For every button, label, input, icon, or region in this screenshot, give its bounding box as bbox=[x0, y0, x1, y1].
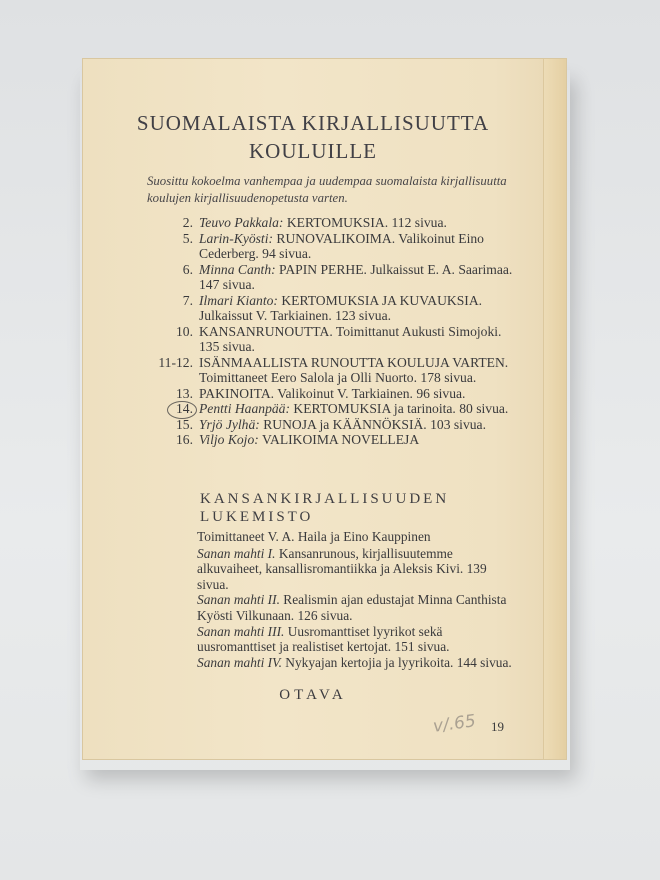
section-title-line2: LUKEMISTO bbox=[200, 509, 314, 525]
pencil-note: v/.65 bbox=[431, 711, 478, 737]
item-title: KERTOMUKSIA ja tarinoita. 80 sivua. bbox=[290, 401, 509, 416]
item-author: Minna Canth: bbox=[199, 261, 276, 277]
list-item bbox=[143, 293, 516, 324]
list-item bbox=[143, 417, 516, 433]
volume-title: Sanan mahti II. bbox=[197, 592, 280, 608]
page-number: 19 bbox=[491, 719, 504, 734]
list-item bbox=[143, 324, 516, 355]
item-author: Yrjö Jylhä: bbox=[199, 416, 260, 432]
page-title: SUOMALAISTA KIRJALLISUUTTA bbox=[136, 111, 490, 135]
section-title: KANSANKIRJALLISUUDEN bbox=[200, 491, 450, 507]
list-item bbox=[143, 401, 516, 417]
item-title: ISÄNMAALLISTA RUNOUTTA KOULUJA VARTEN. Toimittaneet Eero Salola ja Olli Nuorto. 178 sivua. bbox=[199, 354, 509, 385]
item-author: Viljo Kojo: bbox=[199, 432, 259, 447]
list-item bbox=[143, 215, 516, 231]
item-number: 5. bbox=[182, 230, 193, 246]
item-text bbox=[199, 417, 516, 433]
item-author: Ilmari Kianto: bbox=[199, 292, 278, 308]
item-text bbox=[199, 215, 516, 231]
editors-line: Toimittaneet V. A. Haila ja Eino Kauppinen bbox=[197, 529, 431, 544]
item-text bbox=[199, 355, 516, 386]
item-title: RUNOVALIKOIMA. Valikoinut Eino Cederberg. 94 sivua. bbox=[199, 230, 484, 261]
item-number: 15. bbox=[176, 416, 193, 432]
list-item bbox=[143, 386, 516, 402]
list-item bbox=[143, 231, 516, 262]
lukemisto-list bbox=[197, 546, 517, 671]
volume-title: Sanan mahti I. bbox=[197, 545, 276, 561]
volume-title: Sanan mahti IV. bbox=[197, 654, 282, 670]
volume-description: Uusromanttiset lyyrikot sekä uusromanttiset ja realistiset kertojat. 151 sivua. bbox=[197, 623, 450, 655]
list-item bbox=[143, 262, 516, 293]
list-item bbox=[197, 624, 517, 655]
volume-description: Nykyajan kertojia ja lyyrikoita. 144 sivua. bbox=[281, 654, 512, 670]
volume-description: Realismin ajan edustajat Minna Canthista Kyösti Vilkunaan. 126 sivua. bbox=[197, 592, 507, 623]
item-number: 10. bbox=[176, 323, 193, 339]
item-text bbox=[199, 293, 516, 324]
item-text bbox=[199, 386, 516, 402]
entry-list bbox=[143, 215, 516, 448]
item-title: KERTOMUKSIA JA KUVAUKSIA. Julkaissut V. Tarkiainen. 123 sivua. bbox=[199, 292, 483, 323]
list-item bbox=[143, 432, 516, 448]
item-text bbox=[199, 231, 516, 262]
item-text bbox=[199, 432, 516, 448]
item-text bbox=[199, 262, 516, 293]
list-item bbox=[143, 355, 516, 386]
volume-title: Sanan mahti III. bbox=[197, 623, 285, 639]
book-back-cover bbox=[82, 58, 567, 760]
item-author: Larin-Kyösti: bbox=[199, 230, 274, 246]
page-title-line2: KOULUILLE bbox=[249, 139, 377, 163]
item-number: 14. bbox=[176, 401, 193, 416]
item-number: 11-12. bbox=[158, 354, 193, 370]
book-spine bbox=[543, 59, 566, 759]
item-number: 2. bbox=[182, 215, 193, 230]
item-title: PAPIN PERHE. Julkaissut E. A. Saarimaa. 147 sivua. bbox=[199, 261, 513, 292]
list-item bbox=[197, 655, 517, 671]
item-title: VALIKOIMA NOVELLEJA bbox=[258, 432, 420, 447]
volume-description: Kansanrunous, kirjallisuutemme alkuvaiheet, kansallisromantiikka ja Aleksis Kivi. 139 sivua. bbox=[197, 545, 487, 592]
item-number: 13. bbox=[176, 385, 193, 401]
list-item bbox=[197, 592, 517, 623]
item-number: 7. bbox=[182, 292, 193, 308]
item-author: Pentti Haanpää: bbox=[199, 401, 290, 416]
lukemisto-block bbox=[197, 529, 517, 670]
item-title: KERTOMUKSIA. 112 sivua. bbox=[283, 215, 447, 230]
publisher: OTAVA bbox=[279, 687, 347, 703]
item-title: RUNOJA ja KÄÄNNÖKSIÄ. 103 sivua. bbox=[259, 416, 486, 432]
item-author: Teuvo Pakkala: bbox=[199, 215, 284, 230]
item-text bbox=[199, 401, 516, 417]
item-text bbox=[199, 324, 516, 355]
item-title: PAKINOITA. Valikoinut V. Tarkiainen. 96 sivua. bbox=[199, 385, 466, 401]
item-title: KANSANRUNOUTTA. Toimittanut Aukusti Simojoki. 135 sivua. bbox=[199, 323, 502, 354]
subtitle: Suosittu kokoelma vanhempaa ja uudempaa suomalaista kirjallisuutta koulujen kirjallisuudenopetusta varten. bbox=[147, 174, 507, 205]
item-number: 6. bbox=[182, 261, 193, 277]
item-number: 16. bbox=[176, 432, 193, 447]
list-item bbox=[197, 546, 517, 593]
